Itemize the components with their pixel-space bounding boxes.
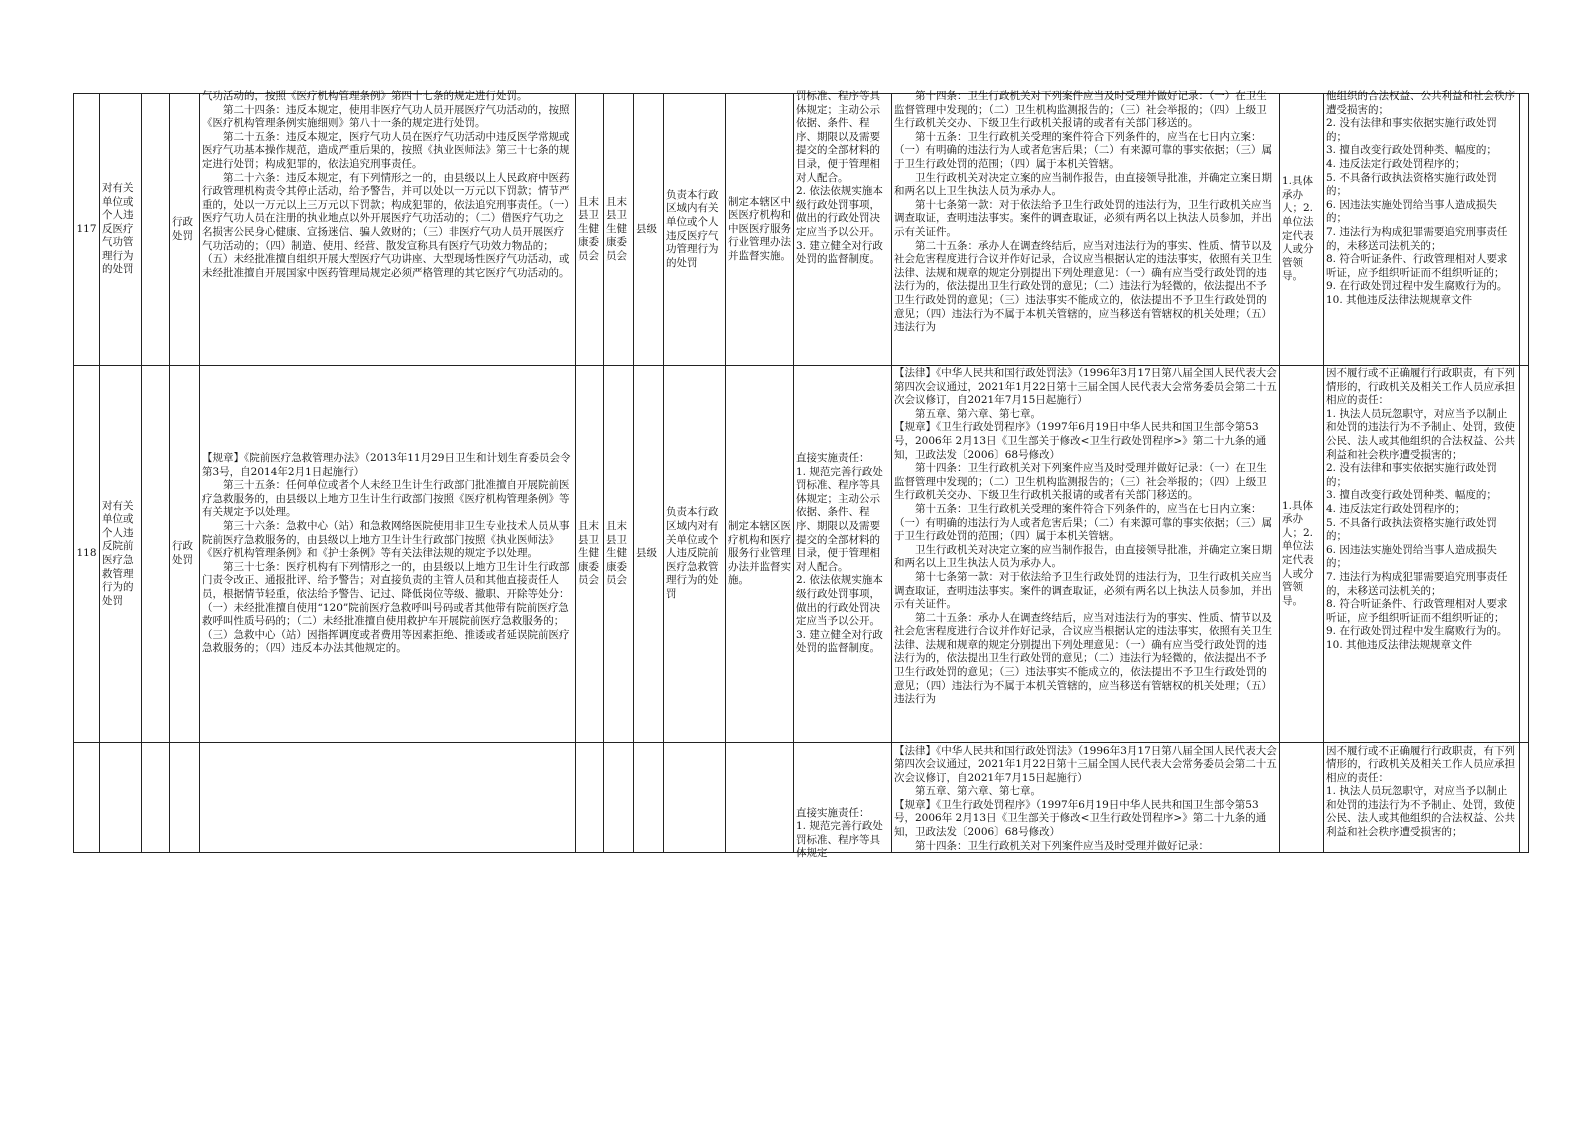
duty-item: 2. 依法依规实施本级行政处罚事项，做出的行政处罚决定应当予以公开。 [796,574,883,628]
accountability-item: 3. 擅自改变行政处罚种类、幅度的； [1326,144,1497,157]
process-paragraph: 第十五条：卫生行政机关受理的案件符合下列条件的，应当在七日内立案：（一）有明确的违法行为人或者危害后果；（二）有来源可靠的事实依据；（三）属于卫生行政处罚的范围；（四）属于本机关管辖。 [894,130,1272,170]
basis-paragraph: 【规章】《院前医疗急救管理办法》（2013年11月29日卫生和计划生育委员会令第3号，自2014年2月1日起施行） [202,452,571,478]
accountability-item: 10. 其他违反法律法规规章文件 [1326,638,1473,651]
empty-cell [1520,94,1529,366]
accountability-item: 2. 没有法律和事实依据实施行政处罚的； [1326,117,1497,143]
legal-basis [200,366,576,743]
row-number: 117 [74,94,100,366]
accountability-item: 因不履行或不正确履行行政职责，有下列情形的，行政机关及相关工作人员应承担相应的责任： [1326,367,1515,407]
process-paragraph: 第十四条：卫生行政机关对下列案件应当及时受理并做好记录：（一）在卫生监督管理中发现的；（二）卫生机构监测报告的；（三）社会举报的；（四）上级卫生行政机关交办、下级卫生行政机关报请的或者有关部门移送的。 [894,90,1267,130]
implementation-duty [794,90,892,366]
process-paragraph: 卫生行政机关对决定立案的应当制作报告，由直接领导批准，并确定立案日期和两名以上卫生执法人员为承办人。 [894,171,1272,198]
accountability-item: 6. 因违法实施处罚给当事人造成损失的； [1326,198,1497,225]
process-paragraph: 第五章、第六章、第七章。 [915,407,1041,420]
process-basis [892,743,1280,853]
duty-intro: 直接实施责任： [796,806,870,819]
process-paragraph: 第十七条第一款：对于依法给予卫生行政处罚的违法行为，卫生行政机关应当调查取证，查明违法事实。案件的调查取证，必须有两名以上执法人员参加，并出示有关证件。 [894,198,1272,238]
basis-paragraph: 第三十五条：任何单位或者个人未经卫生计生行政部门批准擅自开展院前医疗急救服务的，由县级以上地方卫生计生行政部门按照《医疗机构管理条例》等有关规定予以处理。 [202,479,570,519]
empty-cell [142,743,170,853]
supervision-duty: 制定本辖区中医医疗机构和中医医疗服务行业管理办法并监督实施。 [726,94,794,366]
basis-paragraph: 气功活动的，按照《医疗机构管理条例》第四十七条的规定进行处罚。 [202,90,528,102]
process-paragraph: 【法律】《中华人民共和国行政处罚法》（1996年3月17日第八届全国人民代表大会第四次会议通过，2021年1月22日第十三届全国人民代表大会常务委员会第二十五次会议修订，自2021年7月15日起施行） [894,367,1277,407]
empty-cell [142,366,170,743]
process-paragraph: 【法律】《中华人民共和国行政处罚法》（1996年3月17日第八届全国人民代表大会第四次会议通过，2021年1月22日第十三届全国人民代表大会常务委员会第二十五次会议修订，自2021年7月15日起施行） [894,744,1277,784]
duty-item: 2. 依法依规实施本级行政处罚事项，做出的行政处罚决定应当予以公开。 [796,185,883,238]
process-paragraph: 第十七条第一款：对于依法给予卫生行政处罚的违法行为，卫生行政机关应当调查取证，查明违法事实。案件的调查取证，必须有两名以上执法人员参加，并出示有关证件。 [894,570,1272,611]
row-number [74,743,100,853]
accountability-item: 3. 擅自改变行政处罚种类、幅度的； [1326,489,1497,502]
process-basis [892,90,1280,366]
process-paragraph: 第二十五条：承办人在调查终结后，应当对违法行为的事实、性质、情节以及社会危害程度进行合议并作好记录，合议应当根据认定的违法事实，依照有关卫生法律、法规和规章的规定分别提出下列处理意见：（一）确有应当受行政处罚的违法行为的，依法提出卫生行政处罚的意见；（二）违法行为轻微的，依法提出不予卫生行政处罚的意见；（三）违法事实不能成立的，依法提出不予卫生行政处罚的意见；（四）违法行为不属于本机关管辖的，应当移送有管辖权的机关处理；（五）违法行为 [894,239,1272,334]
process-paragraph: 第二十五条：承办人在调查终结后，应当对违法行为的事实、性质、情节以及社会危害程度进行合议并作好记录，合议应当根据认定的违法事实，依照有关卫生法律、法规和规章的规定分别提出下列处理意见：（一）确有应当受行政处罚的违法行为的，依法提出卫生行政处罚的意见；（二）违法行为轻微的，依法提出不予卫生行政处罚的意见；（三）违法事实不能成立的，依法提出不予卫生行政处罚的意见；（四）违法行为不属于本机关管辖的，应当移送有管辖权的机关处理；（五）违法行为 [894,611,1272,706]
responsible-dept: 且末县卫生健康委员会 [604,94,634,366]
empty-cell [604,743,634,853]
accountability [1324,90,1520,366]
process-paragraph: 【规章】《卫生行政处罚程序》（1997年6月19日中华人民共和国卫生部令第53号，2006年 2月13日《卫生部关于修改<卫生行政处罚程序>》第二十九条的通知，卫政法发〔2006〕68号修改） [894,421,1267,461]
empty-cell [726,743,794,853]
process-paragraph: 第十五条：卫生行政机关受理的案件符合下列条件的，应当在七日内立案：（一）有明确的违法行为人或者危害后果；（二）有来源可靠的事实依据；（三）属于卫生行政处罚的范围；（四）属于本机关管辖。 [894,502,1272,543]
accountability-item: 4. 违反法定行政处罚程序的； [1326,502,1466,515]
responsibility-scope: 负责本行政区域内对有关单位或个人违反院前医疗急救管理行为的处罚 [664,366,726,743]
supervision-duty: 制定本辖区医疗机构和医疗服务行业管理办法并监督实施。 [726,366,794,743]
accountability-item: 8. 符合听证条件、行政管理相对人要求听证，应予组织听证而不组织听证的； [1326,598,1508,624]
accountability-item: 8. 符合听证条件、行政管理相对人要求听证，应予组织听证而不组织听证的； [1326,253,1508,279]
accountability-item: 10. 其他违反法律法规规章文件 [1326,293,1473,306]
accountability-item: 4. 违反法定行政处罚程序的； [1326,157,1466,170]
empty-cell [1520,743,1529,853]
accountability [1324,743,1520,853]
accountability-item: 5. 不具备行政执法资格实施行政处罚的； [1326,516,1497,543]
power-category: 行政处罚 [170,366,200,743]
implementation-duty [794,743,892,860]
responsible-subject: 1.具体承办人；2.单位法定代表人或分管领导。 [1280,366,1324,743]
empty-cell [634,743,664,853]
basis-paragraph: 第二十五条：违反本规定，医疗气功人员在医疗气功活动中违反医学常规或医疗气功基本操作规范，造成严重后果的，按照《执业医师法》第三十七条的规定进行处罚；构成犯罪的，依法追究刑事责任。 [202,130,570,170]
process-basis [892,366,1280,743]
admin-level: 县级 [634,366,664,743]
empty-cell [1520,366,1529,743]
basis-paragraph: 第二十六条：违反本规定，有下列情形之一的，由县级以上人民政府中医药行政管理机构责令其停止活动，给予警告，并可以处以一万元以下罚款；情节严重的，处以一万元以上三万元以下罚款；构成犯罪的，依法追究刑事责任。（一）医疗气功人员在注册的执业地点以外开展医疗气功活动的；（二）借医疗气功之名损害公民身心健康、宣扬迷信、骗人敛财的；（三）非医疗气功人员开展医疗气功活动的；（四）制造、使用、经营、散发宣称具有医疗气功效力物品的；（五）未经批准擅自组织开展大型医疗气功讲座、大型现场性医疗气功活动，或未经批准擅自开展国家中医药管理局规定必须严格管理的其它医疗气功活动的。 [202,171,570,279]
accountability-item: 1. 执法人员玩忽职守，对应当予以制止和处罚的违法行为不予制止、处罚，致使公民、法人或其他组织的合法权益、公共利益和社会秩序遭受损害的； [1326,785,1515,839]
responsible-dept: 且末县卫生健康委员会 [604,366,634,743]
accountability [1324,366,1520,743]
process-paragraph: 第十四条：卫生行政机关对下列案件应当及时受理并做好记录： [915,839,1209,852]
accountability-item: 他组织的合法权益、公共利益和社会秩序遭受损害的； [1326,90,1515,116]
accountability-item: 9. 在行政处罚过程中发生腐败行为的。 [1326,625,1508,638]
empty-cell [142,94,170,366]
duty-item: 3. 建立健全对行政处罚的监督制度。 [796,628,883,655]
table-row [74,743,1529,853]
accountability-item: 9. 在行政处罚过程中发生腐败行为的。 [1326,280,1508,293]
empty-cell [100,743,142,853]
process-paragraph: 第十四条：卫生行政机关对下列案件应当及时受理并做好记录：（一）在卫生监督管理中发现的；（二）卫生机构监测报告的；（三）社会举报的；（四）上级卫生行政机关交办、下级卫生行政机关报请的或者有关部门移送的。 [894,462,1267,502]
accountability-item: 5. 不具备行政执法资格实施行政处罚的； [1326,171,1497,198]
duty-intro: 直接实施责任： [796,452,870,465]
admin-level: 县级 [634,94,664,366]
accountability-item: 6. 因违法实施处罚给当事人造成损失的； [1326,543,1497,570]
document-sheet [73,90,1528,863]
empty-cell [170,743,200,853]
power-list-table [73,90,1529,860]
basis-paragraph: 第三十六条：急救中心（站）和急救网络医院使用非卫生专业技术人员从事院前医疗急救服务的，由县级以上地方卫生计生行政部门按照《执业医师法》《医疗机构管理条例》和《护士条例》等有关法律法规的规定予以处理。 [202,520,570,560]
table-row [74,366,1529,743]
accountability-item: 7. 违法行为构成犯罪需要追究刑事责任的，未移送司法机关的； [1326,225,1508,252]
row-number: 118 [74,366,100,743]
table-row [74,94,1529,366]
power-category: 行政处罚 [170,94,200,366]
empty-cell [1280,743,1324,853]
item-name: 对有关单位或个人违反医疗气功管理行为的处罚 [100,94,142,366]
duty-intro: 罚标准、程序等具体规定；主动公示依据、条件、程序、期限以及需要提交的全部材料的目录，便于管理相对人配合。 [796,90,880,184]
empty-cell [664,743,726,853]
responsibility-scope: 负责本行政区域内有关单位或个人违反医疗气功管理行为的处罚 [664,94,726,366]
implementing-dept: 且末县卫生健康委员会 [576,366,604,743]
basis-paragraph: 第三十七条：医疗机构有下列情形之一的，由县级以上地方卫生计生行政部门责令改正、通报批评、给予警告；对直接负责的主管人员和其他直接责任人员，根据情节轻重，依法给予警告、记过、降低岗位等级、撤职、开除等处分：（一）未经批准擅自使用“120”院前医疗急救呼叫号码或者其他带有院前医疗急救呼叫性质号码的；（二）未经批准擅自使用救护车开展院前医疗急救服务的；（三）急救中心（站）因指挥调度或者费用等因素拒绝、推诿或者延误院前医疗急救服务的；（四）违反本办法其他规定的。 [202,560,570,655]
empty-cell [576,743,604,853]
legal-basis [200,90,576,366]
duty-item: 1. 规范完善行政处罚标准、程序等具体规定；主动公示依据、条件、程序、期限以及需要提交的全部材料的目录，便于管理相对人配合。 [796,465,883,573]
item-name: 对有关单位或个人违反院前医疗急救管理行为的处罚 [100,366,142,743]
implementing-dept: 且末县卫生健康委员会 [576,94,604,366]
process-paragraph: 第五章、第六章、第七章。 [915,785,1041,798]
process-paragraph: 【规章】《卫生行政处罚程序》（1997年6月19日中华人民共和国卫生部令第53号，2006年 2月13日《卫生部关于修改<卫生行政处罚程序>》第二十九条的通知，卫政法发〔2006〕68号修改） [894,798,1267,839]
process-paragraph: 卫生行政机关对决定立案的应当制作报告，由直接领导批准，并确定立案日期和两名以上卫生执法人员为承办人。 [894,543,1272,570]
implementation-duty [794,366,892,743]
accountability-item: 因不履行或不正确履行行政职责，有下列情形的，行政机关及相关工作人员应承担相应的责任： [1326,744,1515,784]
responsible-subject: 1.具体承办人；2.单位法定代表人或分管领导。 [1280,94,1324,366]
duty-item: 3. 建立健全对行政处罚的监督制度。 [796,239,883,266]
duty-item: 1. 规范完善行政处罚标准、程序等具体规定 [796,820,883,860]
empty-cell [200,743,576,853]
accountability-item: 1. 执法人员玩忽职守，对应当予以制止和处罚的违法行为不予制止、处罚，致使公民、法人或其他组织的合法权益、公共利益和社会秩序遭受损害的； [1326,407,1515,461]
accountability-item: 2. 没有法律和事实依据实施行政处罚的； [1326,462,1497,488]
basis-paragraph: 第二十四条：违反本规定，使用非医疗气功人员开展医疗气功活动的，按照《医疗机构管理条例实施细则》第八十一条的规定进行处罚。 [202,103,570,130]
accountability-item: 7. 违法行为构成犯罪需要追究刑事责任的，未移送司法机关的； [1326,570,1508,597]
